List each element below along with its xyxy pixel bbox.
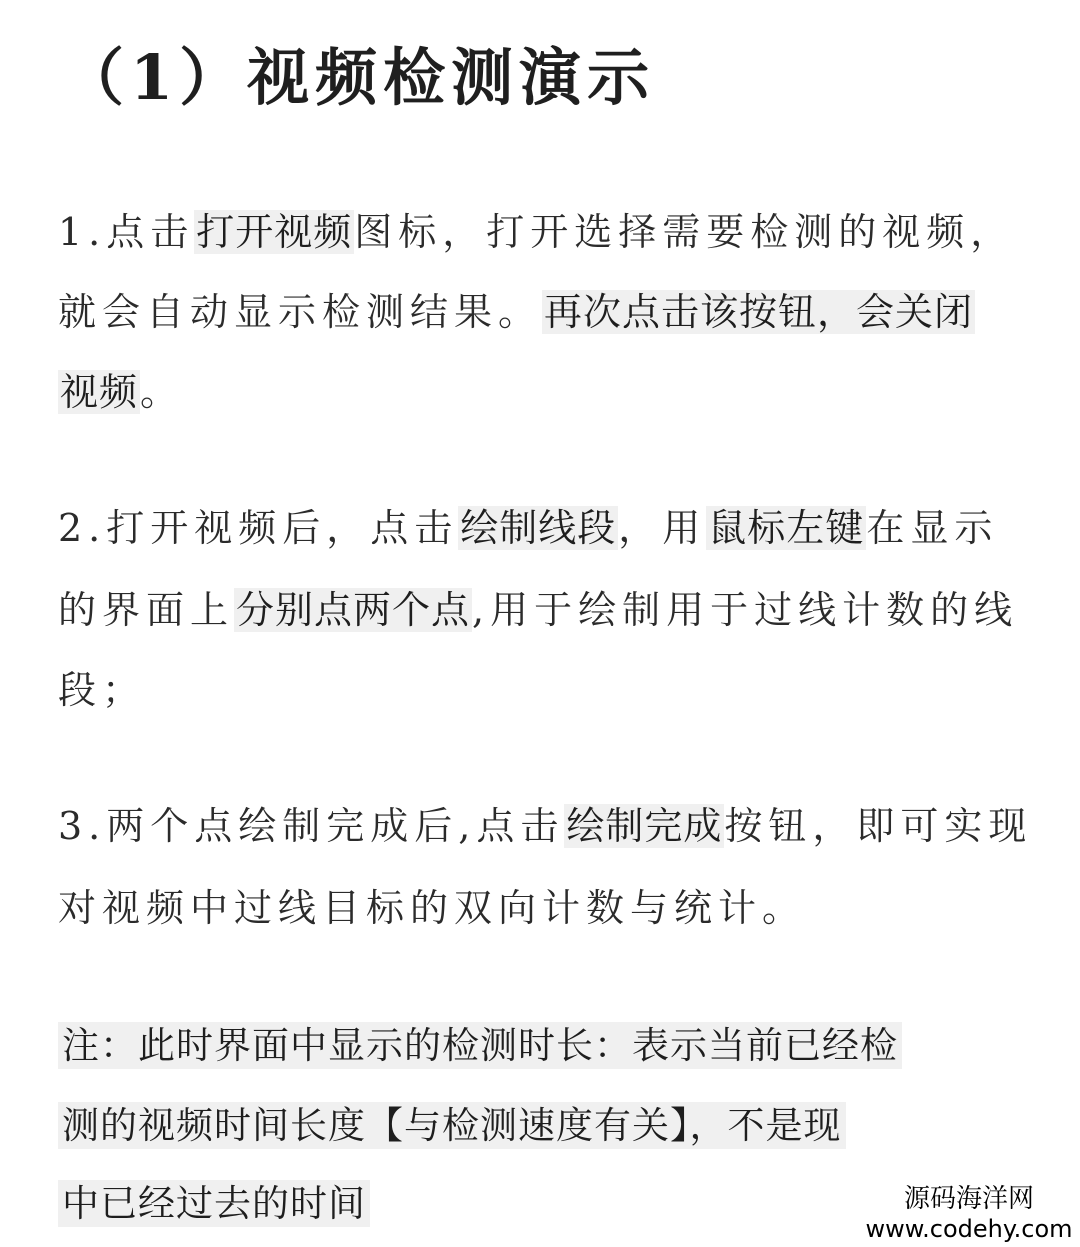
- step1-line2: [58, 284, 975, 340]
- note-line1: [58, 1018, 902, 1074]
- step1-line1-prefix: 1.点击: [58, 210, 195, 254]
- step2-line2-prefix: 的界面上: [58, 588, 235, 632]
- note-line2-text: 测的视频时间长度【与检测速度有关】，不是现: [58, 1102, 846, 1149]
- step1-line1-suffix: 图标，打开选择需要检测的视频，: [354, 210, 1015, 254]
- watermark-url: www.codehy.com: [865, 1215, 1073, 1243]
- note-line1-text: 注：此时界面中显示的检测时长：表示当前已经检: [58, 1022, 902, 1069]
- highlight-draw-complete: 绘制完成: [566, 804, 723, 848]
- watermark-site-name: 源码海洋网: [864, 1178, 1074, 1215]
- note-line3-text: 中已经过去的时间: [58, 1180, 370, 1227]
- note-line2: [58, 1098, 846, 1154]
- highlight-two-points: 分别点两个点: [236, 588, 471, 632]
- step2-line2: [58, 582, 1018, 638]
- step2-line1-suffix: 在显示: [866, 506, 999, 550]
- step2-line1-mid: ，用: [618, 506, 707, 550]
- step3-line2: [58, 880, 806, 936]
- page-title: （1）视频检测演示: [62, 41, 656, 114]
- step1-line2-prefix: 就会自动显示检测结果。: [58, 290, 543, 334]
- step2-line3: [58, 662, 146, 718]
- step1-line3: [58, 364, 184, 420]
- highlight-draw-line: 绘制线段: [460, 506, 617, 550]
- highlight-click-again: 再次点击该按钮，会关闭: [544, 290, 974, 334]
- step2-line3-text: 段；: [58, 668, 147, 712]
- step1-line3-suffix: 。: [140, 370, 185, 414]
- step3-line1: [58, 798, 1032, 854]
- step2-line1: [58, 500, 998, 556]
- step3-line2-text: 对视频中过线目标的双向计数与统计。: [58, 886, 807, 930]
- highlight-video: 视频: [60, 370, 139, 414]
- note-line3: [58, 1176, 370, 1232]
- highlight-open-video: 打开视频: [196, 210, 353, 254]
- step1-line1: [58, 204, 1014, 260]
- step2-line2-suffix: ,用于绘制用于过线计数的线: [472, 588, 1019, 632]
- step3-line1-prefix: 3.两个点绘制完成后,点击: [58, 804, 565, 848]
- highlight-left-mouse: 鼠标左键: [708, 506, 865, 550]
- step2-line1-prefix: 2.打开视频后，点击: [58, 506, 459, 550]
- step3-line1-suffix: 按钮，即可实现: [724, 804, 1033, 848]
